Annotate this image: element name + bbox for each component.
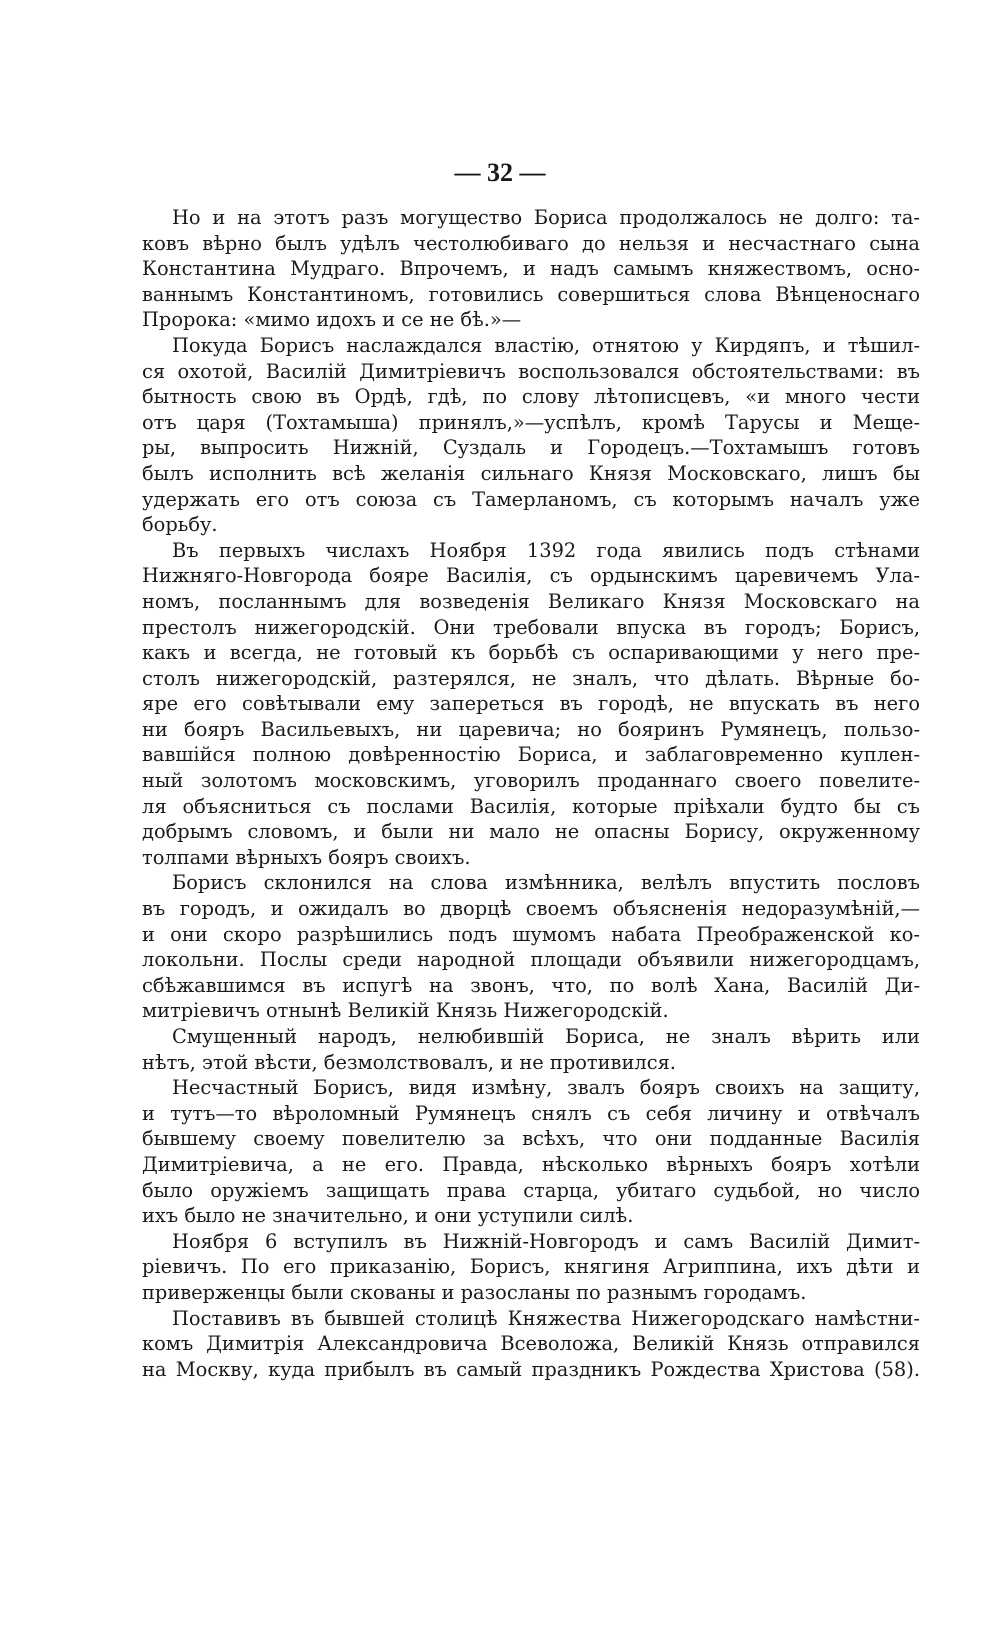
- text-line: Ноября 6 вступилъ въ Нижній-Новгородъ и самъ Василій Димит-: [172, 1229, 920, 1253]
- text-line: вавшійся полною довѣренностію Бориса, и заблаговременно куплен-: [142, 743, 920, 767]
- text-line: Нижняго-Новгорода бояре Василія, съ ордынскимъ царевичемъ Ула-: [142, 564, 920, 588]
- page-number: — 32 —: [454, 158, 546, 187]
- text-line: номъ, посланнымъ для возведенія Великаго Князя Московскаго на: [142, 589, 920, 613]
- text-line: ный золотомъ московскимъ, уговорилъ проданнаго своего повелите-: [142, 769, 920, 793]
- text-line: Димитріевича, а не его. Правда, нѣсколько вѣрныхъ бояръ хотѣли: [142, 1152, 920, 1176]
- text-line: въ городъ, и ожидалъ во дворцѣ своемъ объясненія недоразумѣній,—: [142, 897, 920, 921]
- text-line: былъ исполнить всѣ желанія сильнаго Князя Московскаго, лишъ бы: [142, 461, 920, 485]
- text-line: борьбу.: [142, 513, 218, 537]
- text-line: отъ царя (Тохтамыша) принялъ,»—успѣлъ, кромѣ Тарусы и Меще-: [142, 410, 920, 434]
- text-line: толпами вѣрныхъ бояръ своихъ.: [142, 845, 471, 869]
- text-line: Несчастный Борисъ, видя измѣну, звалъ бояръ своихъ на защиту,: [172, 1076, 920, 1100]
- text-line: сбѣжавшимся въ испугѣ на звонъ, что, по волѣ Хана, Василій Ди-: [142, 973, 920, 997]
- text-line: ля объясниться съ послами Василія, которые пріѣхали будто бы съ: [142, 794, 920, 818]
- text-line: какъ и всегда, не готовый къ борьбѣ съ оспаривающими у него пре-: [142, 641, 920, 665]
- text-line: яре его совѣтывали ему запереться въ городѣ, не впускать въ него: [142, 692, 920, 716]
- text-line: на Москву, куда прибылъ въ самый праздникъ Рождества Христова (58).: [142, 1357, 920, 1381]
- text-line: Поставивъ въ бывшей столицѣ Княжества Нижегородскаго намѣстни-: [172, 1306, 920, 1330]
- text-line: локольни. Послы среди народной площади объявили нижегородцамъ,: [142, 948, 920, 972]
- page-text-body: [142, 205, 920, 1382]
- text-line: бытность свою въ Ордѣ, гдѣ, по слову лѣтописцевъ, «и много чести: [142, 385, 920, 409]
- text-line: Пророка: «мимо идохъ и се не бѣ.»—: [142, 308, 522, 332]
- text-line: митріевичъ отнынѣ Великій Князь Нижегородскій.: [142, 999, 669, 1023]
- text-line: престолъ нижегородскій. Они требовали впуска въ городъ; Борисъ,: [142, 615, 920, 639]
- text-line: приверженцы были скованы и разосланы по разнымъ городамъ.: [142, 1280, 807, 1304]
- text-line: удержать его отъ союза съ Тамерланомъ, съ которымъ началъ уже: [142, 487, 920, 511]
- text-line: Но и на этотъ разъ могущество Бориса продолжалось не долго: та-: [172, 206, 920, 229]
- text-line: бывшему своему повелителю за всѣхъ, что они подданные Василія: [142, 1127, 920, 1151]
- text-line: ковъ вѣрно былъ удѣлъ честолюбиваго до нельзя и несчастнаго сына: [142, 231, 920, 255]
- text-line: Борисъ склонился на слова измѣнника, велѣлъ впустить пословъ: [172, 871, 920, 895]
- text-line: комъ Димитрія Александровича Всеволожа, Великій Князь отправился: [142, 1332, 920, 1356]
- text-line: ся охотой, Василій Димитріевичъ воспользовался обстоятельствами: въ: [142, 359, 920, 383]
- text-line: добрымъ словомъ, и были ни мало не опасны Борису, окруженному: [142, 820, 920, 844]
- text-line: было оружіемъ защищать права старца, убитаго судьбой, но число: [142, 1178, 920, 1202]
- text-line: ваннымъ Константиномъ, готовились совершиться слова Вѣнценоснаго: [142, 282, 920, 306]
- text-line: ни бояръ Васильевыхъ, ни царевича; но бояринъ Румянецъ, пользо-: [142, 717, 920, 741]
- text-line: Въ первыхъ числахъ Ноября 1392 года явились подъ стѣнами: [172, 538, 920, 562]
- text-line: Покуда Борисъ наслаждался властію, отнятою у Кирдяпъ, и тѣшил-: [172, 333, 920, 357]
- text-line: нѣтъ, этой вѣсти, безмолствовалъ, и не противился.: [142, 1050, 676, 1074]
- text-line: ріевичъ. По его приказанію, Борисъ, княгиня Агриппина, ихъ дѣти и: [142, 1255, 920, 1279]
- text-line: Смущенный народъ, нелюбившій Бориса, не зналъ вѣрить или: [172, 1025, 920, 1048]
- text-line: Константина Мудраго. Впрочемъ, и надъ самымъ княжествомъ, осно-: [142, 257, 920, 281]
- text-line: и тутъ—то вѣроломный Румянецъ снялъ съ себя личину и отвѣчалъ: [142, 1101, 920, 1125]
- text-line: и они скоро разрѣшились подъ шумомъ набата Преображенской ко-: [142, 922, 920, 946]
- text-line: ры, выпросить Нижній, Суздаль и Городецъ.—Тохтамышъ готовъ: [142, 436, 920, 460]
- text-line: ихъ было не значительно, и они уступили силѣ.: [142, 1204, 634, 1228]
- text-line: столъ нижегородскій, разтерялся, не зналъ, что дѣлать. Вѣрные бо-: [142, 666, 920, 690]
